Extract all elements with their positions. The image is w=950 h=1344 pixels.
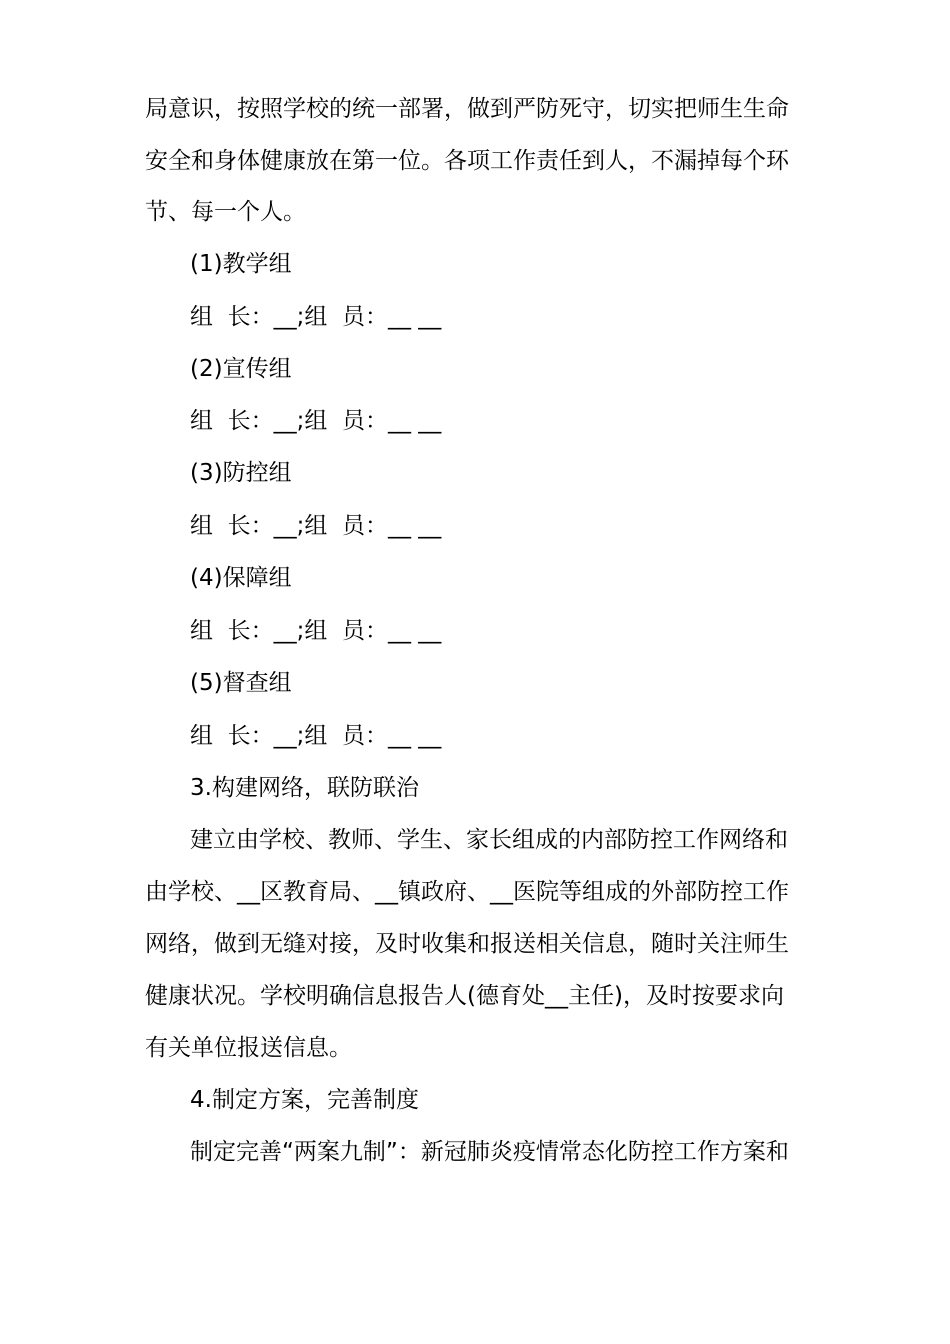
group-members-line: 组 长：__;组 员：__ __ [190, 618, 442, 644]
paragraph-line: 建立由学校、教师、学生、家长组成的内部防控工作网络和 [190, 827, 788, 853]
paragraph-line: 节、每一个人。 [145, 199, 306, 225]
group-heading-prevention: (3)防控组 [190, 460, 292, 486]
group-heading-publicity: (2)宣传组 [190, 356, 292, 382]
paragraph-line: 有关单位报送信息。 [145, 1035, 352, 1061]
paragraph-line: 安全和身体健康放在第一位。各项工作责任到人，不漏掉每个环 [145, 148, 789, 174]
group-members-line: 组 长：__;组 员：__ __ [190, 304, 442, 330]
paragraph-line: 由学校、__区教育局、__镇政府、__医院等组成的外部防控工作 [145, 879, 789, 905]
group-members-line: 组 长：__;组 员：__ __ [190, 408, 442, 434]
section-heading-plan: 4.制定方案，完善制度 [190, 1087, 419, 1113]
section-heading-network: 3.构建网络，联防联治 [190, 775, 419, 801]
group-members-line: 组 长：__;组 员：__ __ [190, 723, 442, 749]
paragraph-line: 网络，做到无缝对接，及时收集和报送相关信息，随时关注师生 [145, 931, 789, 957]
group-heading-teaching: (1)教学组 [190, 251, 292, 277]
group-heading-support: (4)保障组 [190, 565, 292, 591]
group-members-line: 组 长：__;组 员：__ __ [190, 513, 442, 539]
paragraph-line: 制定完善“两案九制”：新冠肺炎疫情常态化防控工作方案和 [190, 1139, 789, 1165]
paragraph-line: 健康状况。学校明确信息报告人(德育处__主任)，及时按要求向 [145, 983, 784, 1009]
paragraph-line: 局意识，按照学校的统一部署，做到严防死守，切实把师生生命 [145, 96, 789, 122]
group-heading-supervision: (5)督查组 [190, 670, 292, 696]
